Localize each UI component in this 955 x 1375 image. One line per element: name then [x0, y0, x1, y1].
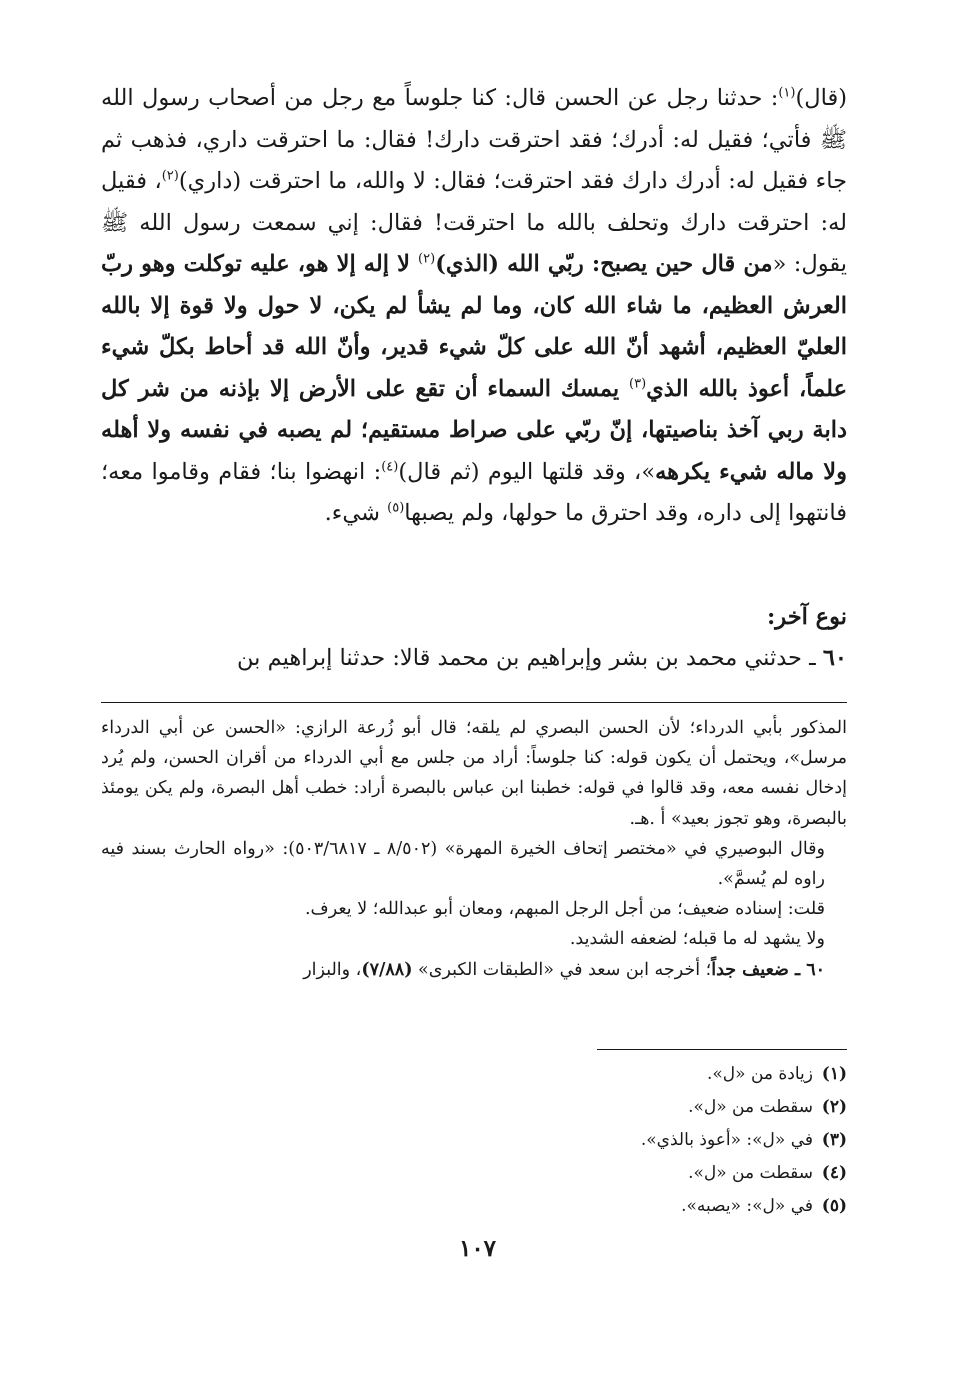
footnote-ref-2b[interactable]: (٢) — [418, 251, 436, 267]
footnote-text: في «ل»: «أعوذ بالذي». — [640, 1130, 813, 1150]
commentary-paragraph: المذكور بأبي الدرداء؛ لأن الحسن البصري لم يلقه؛ قال أبو زُرعة الرازي: «الحسن عن أبي الدرداء مرسل»، ويحتمل أن يكون قوله: كنا جلوساً: أراد من جلس مع أبي الدرداء من أقران الحسن، ولم يُرد إدخال نفسه معه، وقد قالوا في قوله: خطبنا ابن عباس بالبصرة أراد: خطب أهل البصرة، ولم يكن يومئذ بالبصرة، وهو تجوز بعيد» أ .هـ. — [101, 718, 847, 829]
footnote-ref-4[interactable]: (٤) — [381, 459, 399, 474]
footnote-number: (١) — [821, 1064, 847, 1084]
hadith-number: ٦٠ — [806, 959, 825, 980]
commentary-notes — [101, 713, 847, 985]
page-number: ١٠٧ — [458, 1235, 497, 1262]
footnote-ref-1[interactable]: (١) — [778, 85, 796, 101]
footnote-text: في «ل»: «يصبه». — [681, 1196, 813, 1216]
commentary-paragraph: وقال البوصيري في «مختصر إتحاف الخيرة المهرة» (٨/٥٠٢ ـ ٥٠٣/٦٨١٧): «رواه الحارث بسند فيه راوه لم يُسمَّ». — [101, 838, 825, 890]
text-segment: ، فقيل له: احترقت دارك وتحلف بالله ما احترقت! فقال: إني سمعت رسول الله ﷺ يقول: « — [101, 168, 847, 277]
reference: (٧/٨٨) — [361, 959, 413, 980]
footnote-number: (٥) — [821, 1196, 847, 1216]
text-segment: شيء. — [324, 500, 388, 526]
hadith-60-intro — [101, 638, 847, 680]
footnote-ref-3[interactable]: (٣) — [629, 376, 647, 391]
supplication-text: يمسك السماء أن تقع على الأرض إلا بإذنه من شر كل دابة ربي آخذ بناصيتها، إنّ ربّي على صراط مستقيم؛ لم يصبه في نفسه ولا أهله ولا ماله شيء يكرهه — [101, 375, 847, 485]
footnotes-list — [101, 1058, 847, 1223]
footnote-number: (٢) — [821, 1097, 847, 1117]
main-hadith-text — [101, 78, 847, 535]
footnotes-divider — [597, 1049, 847, 1050]
commentary-paragraph — [101, 955, 847, 985]
grading-label: ـ ضعيف جداً — [711, 959, 807, 980]
text-segment: (قال) — [795, 85, 847, 111]
hadith-60-text: ـ حدثني محمد بن بشر وإبراهيم بن محمد قالا: حدثنا إبراهيم بن — [237, 645, 823, 671]
hadith-number: ٦٠ — [822, 645, 847, 671]
text-segment: ، والبزار — [303, 959, 362, 980]
text-segment: : حدثنا رجل عن الحسن قال: كنا جلوساً مع رجل من أصحاب رسول الله ﷺ فأتي؛ فقيل له: أدرك؛ فقد احترقت دارك! فقال: ما احترقت داري، فذهب ثم جاء فقيل له: أدرك دارك فقد احترقت؛ فقال: لا والله، ما احترقت (داري) — [101, 85, 848, 194]
text-segment: »، وقد قلتها اليوم (ثم قال) — [398, 458, 656, 485]
footnote-item — [101, 1058, 847, 1091]
footnote-item — [101, 1124, 847, 1157]
commentary-paragraph: ولا يشهد له ما قبله؛ لضعفه الشديد. — [569, 929, 825, 950]
hadith-paragraph — [101, 78, 847, 535]
supplication-text: من قال حين يصبح: ربّي الله (الذي) — [435, 251, 773, 277]
text-segment: : انهضوا بنا؛ فقام وقاموا معه؛ فانتهوا إلى داره، وقد احترق ما حولها، ولم يصبها — [101, 458, 847, 526]
supplication-text: لا إله إلا هو، عليه توكلت وهو ربّ العرش العظيم، ما شاء الله كان، وما لم يشأ لم يكن، لا حول ولا قوة إلا بالله العليّ العظيم، أشهد أنّ الله على كلّ شيء قدير، وأنّ الله قد أحاط بكلّ شيء علماً، أعوذ بالله الذي — [101, 251, 847, 402]
commentary-divider — [101, 702, 847, 703]
commentary-paragraph: قلت: إسناده ضعيف؛ من أجل الرجل المبهم، ومعان أبو عبدالله؛ لا يعرف. — [304, 899, 825, 920]
footnote-number: (٤) — [821, 1163, 847, 1183]
footnote-number: (٣) — [821, 1130, 847, 1150]
footnote-item — [101, 1157, 847, 1190]
footnote-ref-2[interactable]: (٢) — [161, 168, 179, 184]
footnote-text: سقطت من «ل». — [688, 1097, 813, 1117]
footnote-text: زيادة من «ل». — [706, 1064, 813, 1084]
footnote-item — [101, 1190, 847, 1223]
footnote-ref-5[interactable]: (٥) — [387, 500, 405, 516]
footnote-item — [101, 1091, 847, 1124]
section-heading: نوع آخر: — [766, 604, 847, 630]
footnote-text: سقطت من «ل». — [688, 1163, 813, 1183]
text-segment: ؛ أخرجه ابن سعد في «الطبقات الكبرى» — [412, 959, 712, 980]
